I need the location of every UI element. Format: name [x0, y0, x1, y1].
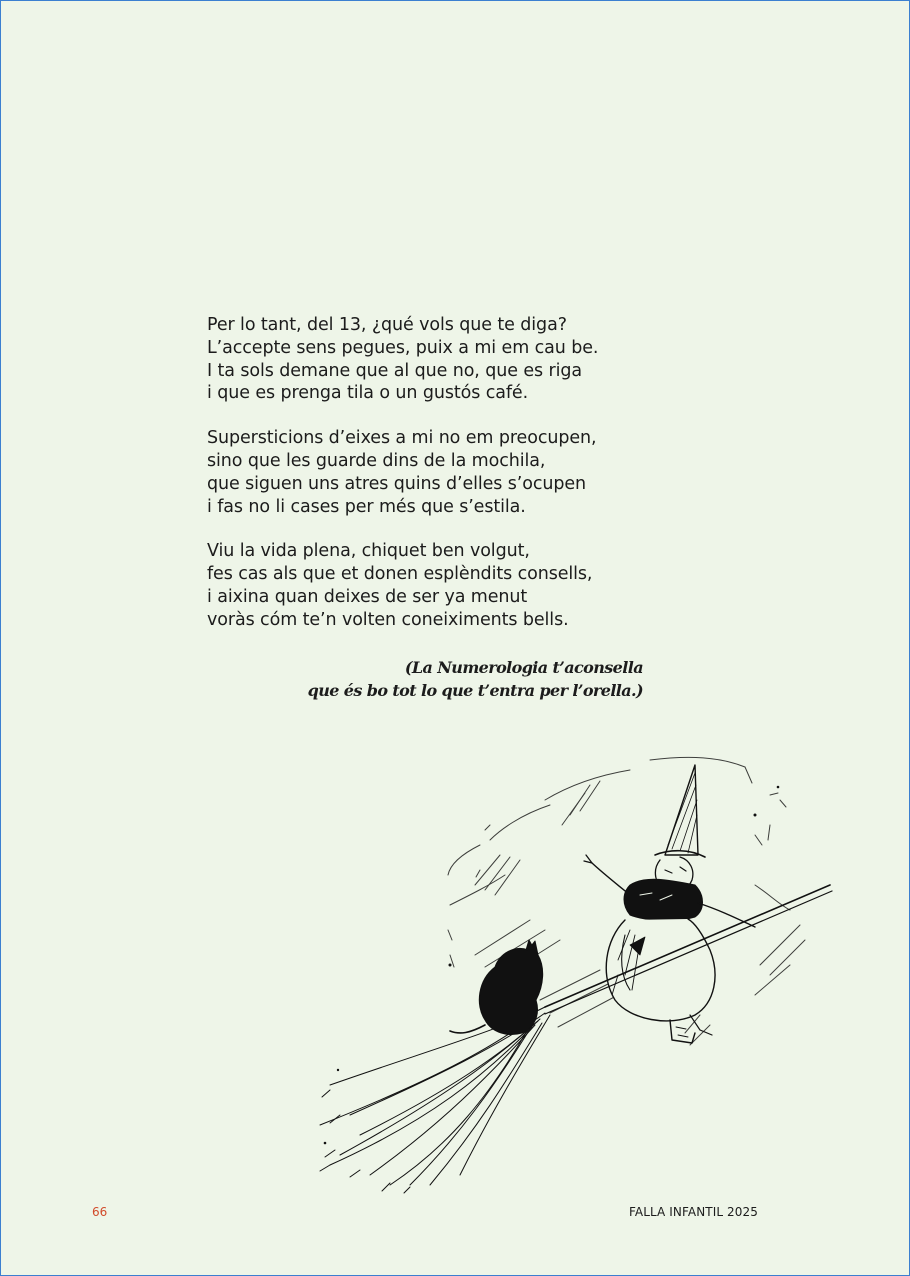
coda-line: que és bo tot lo que t’entra per l’orella.): [307, 680, 643, 700]
poem-line: L’accepte sens pegues, puix a mi em cau be.: [207, 337, 599, 358]
publication-title: FALLA INFANTIL 2025: [629, 1205, 758, 1219]
stanza-1: [207, 314, 667, 405]
stanza-2: [207, 427, 667, 518]
poem-line: Per lo tant, del 13, ¿qué vols que te diga?: [207, 315, 567, 335]
poem-line: fes cas als que et donen esplèndits consells,: [207, 564, 593, 585]
poem-line: Supersticions d’eixes a mi no em preocupen,: [207, 428, 597, 449]
poem-line: i fas no li cases per més que s’estila.: [207, 496, 526, 517]
coda-line: (La Numerologia t’aconsella: [404, 658, 643, 677]
poem-line: que siguen uns atres quins d’elles s’ocupen: [207, 473, 587, 494]
poem: [207, 314, 667, 654]
poem-line: voràs cóm te’n volten coneiximents bells.: [207, 609, 569, 630]
stanza-3: [207, 540, 667, 631]
poem-line: sino que les guarde dins de la mochila,: [207, 450, 546, 471]
poem-line: I ta sols demane que al que no, que es riga: [207, 360, 583, 381]
poem-line: i que es prenga tila o un gustós café.: [207, 383, 529, 404]
poem-line: Viu la vida plena, chiquet ben volgut,: [207, 541, 530, 562]
page-number: 66: [92, 1205, 108, 1219]
poem-line: i aixina quan deixes de ser ya menut: [207, 586, 528, 607]
poem-coda: [300, 657, 643, 702]
witch-on-broom-illustration: [300, 745, 840, 1195]
